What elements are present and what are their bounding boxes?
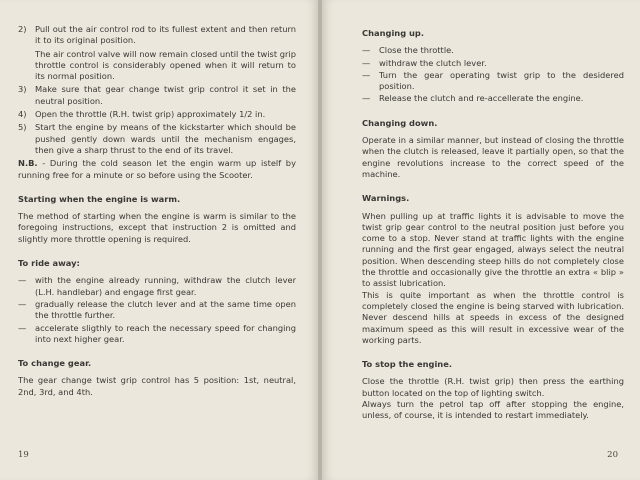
nb-text: - During the cold season let the engin warm up istelf by running free for a minute or so before using the Scooter. (18, 158, 296, 180)
item-number: 4) (18, 109, 27, 120)
dash-bullet: — (18, 275, 27, 286)
list-item (362, 58, 624, 69)
list-item-text: with the engine already running, withdraw the clutch lever (L.H. handlebar) and engage first gear. (35, 275, 296, 297)
stop-engine-text: Close the throttle (R.H. twist grip) then press the earthing button located on the top of lighting switch. (362, 376, 624, 398)
list-item (18, 323, 296, 346)
nb-note (18, 158, 296, 181)
change-gear-text: The gear change twist grip control has 5 position: 1st, neutral, 2nd, 3rd, and 4th. (18, 375, 296, 397)
list-item-text: withdraw the clutch lever. (379, 57, 487, 68)
warnings-text: When pulling up at traffic lights it is advisable to move the twist grip gear control to the neutral position just before you come to a stop. Never stand at traffic lights with the engine running and the first gear engaged, always select the neutral position. When descending steep hills do not completely close the throttle and occasionally give the throttle an extra « blip » to assist lubrication. (362, 210, 624, 289)
item-text: Start the engine by means of the kickstarter which should be pushed gently down wards until the mechanism engages, then give a sharp thrust to the end of its travel. (35, 122, 296, 155)
stop-engine-text: Always turn the petrol tap off after stopping the engine, unless, of course, it is intended to restart immediately. (362, 399, 624, 421)
section-heading-ride-away: To ride away: (18, 258, 80, 269)
section-heading-changing-up: Changing up. (362, 28, 425, 38)
list-item (18, 275, 296, 298)
left-page (0, 0, 318, 480)
list-item-text: accelerate sligthly to reach the necessary speed for changing into next higher gear. (35, 322, 296, 344)
list-item (18, 299, 296, 322)
section-heading-change-gear: To change gear. (18, 358, 92, 369)
list-item-text: Turn the gear operating twist grip to the desidered position. (379, 69, 624, 92)
list-item (362, 93, 624, 104)
right-page (322, 0, 640, 480)
section-heading-warnings: Warnings. (362, 193, 410, 204)
item-text: Open the throttle (R.H. twist grip) approximately 1/2 in. (35, 109, 266, 120)
item-text: Pull out the air control rod to its fullest extent and then return it to its original position. (35, 24, 296, 46)
right-page-content (362, 24, 624, 422)
changing-down-text: Operate in a similar manner, but instead of closing the throttle when the clutch is released, leave it partially open, so that the engine revolutions increase to the correct speed of the machine. (362, 135, 624, 179)
dash-bullet: — (362, 69, 371, 80)
warm-start-text: The method of starting when the engine is warm is similar to the foregoing instructions, except that instruction 2 is omitted and slightly more throttle opening is required. (18, 211, 296, 244)
instruction-item (18, 84, 296, 107)
list-item-text: Release the clutch and re-accellerate the engine. (379, 93, 584, 104)
dash-bullet: — (362, 57, 371, 68)
instruction-item (18, 109, 296, 120)
item-number: 3) (18, 84, 27, 95)
instruction-item (18, 122, 296, 156)
item-number: 2) (18, 24, 27, 34)
dash-bullet: — (18, 322, 27, 333)
item-text: Make sure that gear change twist grip control it set in the neutral position. (35, 84, 296, 106)
page-number: 19 (18, 450, 29, 460)
nb-label: N.B. (18, 158, 38, 169)
list-item (362, 70, 624, 93)
list-item-text: gradually release the clutch lever and at the same time open the throttle further. (35, 298, 296, 321)
section-heading-changing-down: Changing down. (362, 117, 438, 128)
section-heading-warm-start: Starting when the engine is warm. (18, 193, 181, 204)
dash-bullet: — (362, 93, 371, 104)
instruction-item (18, 49, 296, 83)
list-item-text: Close the throttle. (379, 45, 454, 56)
section-heading-stop-engine: To stop the engine. (362, 359, 452, 370)
item-text: The air control valve will now remain closed until the twist grip throttle control is considerably opened when it will return to its normal position. (35, 48, 297, 82)
list-item (362, 45, 624, 56)
dash-bullet: — (18, 298, 27, 309)
dash-bullet: — (362, 45, 371, 56)
instruction-item (18, 24, 296, 47)
warnings-text: This is quite important as when the throttle control is completely closed the engine is being starved with lubrication. Never descend hills at speeds in excess of the designed maximum speed as this will result in excessive wear of the working parts. (362, 289, 624, 345)
item-number: 5) (18, 122, 27, 133)
left-page-content (18, 24, 296, 398)
page-number: 20 (607, 450, 618, 460)
